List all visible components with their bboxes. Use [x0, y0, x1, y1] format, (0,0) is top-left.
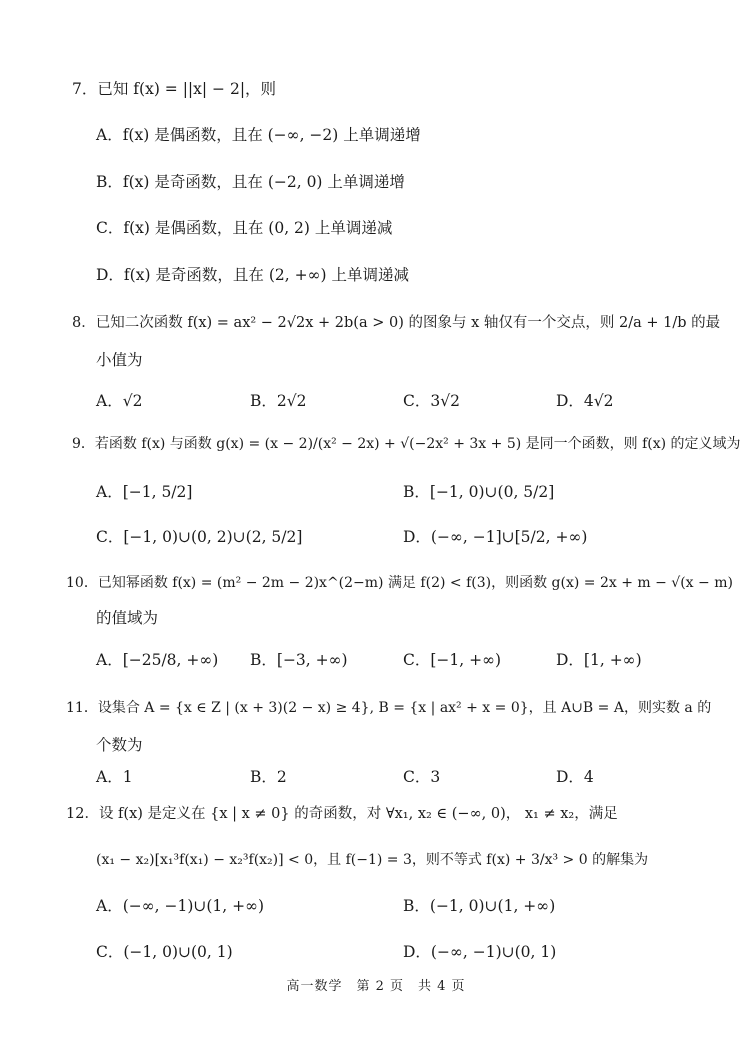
question-9-option-b: B．[−1, 0)∪(0, 5/2]	[403, 483, 555, 501]
question-8-option-d: D．4√2	[556, 392, 614, 410]
question-12-option-d: D．(−∞, −1)∪(0, 1)	[403, 943, 557, 961]
question-7-option-a: A．f(x) 是偶函数，且在 (−∞, −2) 上单调递增	[96, 126, 421, 144]
question-10-option-a: A．[−25/8, +∞)	[96, 651, 219, 669]
question-7-option-d: D．f(x) 是奇函数，且在 (2, +∞) 上单调递减	[96, 266, 409, 284]
page-footer: 高一数学 第 2 页 共 4 页	[286, 979, 466, 994]
question-8-option-b: B．2√2	[250, 392, 307, 410]
question-7-stem: 7．已知 f(x) = ||x| − 2|，则	[72, 80, 277, 98]
question-7-option-c: C．f(x) 是偶函数，且在 (0, 2) 上单调递减	[96, 219, 393, 237]
question-8-option-a: A．√2	[96, 392, 143, 410]
question-8-stem-line1: 8．已知二次函数 f(x) = ax² − 2√2x + 2b(a > 0) 的图象与 x 轴仅有一个交点，则 2/a + 1/b 的最	[72, 315, 721, 331]
question-12-option-c: C．(−1, 0)∪(0, 1)	[96, 943, 233, 961]
question-10-stem-line2: 的值域为	[96, 609, 159, 627]
question-11-stem-line2: 个数为	[96, 736, 143, 754]
question-7-option-b: B．f(x) 是奇函数，且在 (−2, 0) 上单调递增	[96, 173, 405, 191]
question-10-option-d: D．[1, +∞)	[556, 651, 642, 669]
question-12-stem-line1: 12．设 f(x) 是定义在 {x | x ≠ 0} 的奇函数，对 ∀x₁, x₂ ∈ (−∞, 0)， x₁ ≠ x₂，满足	[66, 806, 618, 822]
question-10-option-b: B．[−3, +∞)	[250, 651, 348, 669]
question-10-option-c: C．[−1, +∞)	[403, 651, 502, 669]
question-11-option-a: A．1	[96, 768, 133, 786]
question-9-option-a: A．[−1, 5/2]	[96, 483, 193, 501]
question-8-option-c: C．3√2	[403, 392, 460, 410]
question-8-stem-line2: 小值为	[96, 351, 143, 369]
question-11-option-d: D．4	[556, 768, 594, 786]
question-11-option-c: C．3	[403, 768, 441, 786]
question-11-option-b: B．2	[250, 768, 287, 786]
question-9-option-c: C．[−1, 0)∪(0, 2)∪(2, 5/2]	[96, 528, 303, 546]
question-12-option-b: B．(−1, 0)∪(1, +∞)	[403, 897, 556, 915]
question-12-option-a: A．(−∞, −1)∪(1, +∞)	[96, 897, 265, 915]
question-9-option-d: D．(−∞, −1]∪[5/2, +∞)	[403, 528, 588, 546]
question-11-stem-line1: 11．设集合 A = {x ∈ Z | (x + 3)(2 − x) ≥ 4}, B = {x | ax² + x = 0}，且 A∪B = A，则实数 a 的	[66, 700, 712, 716]
question-12-stem-line2: (x₁ − x₂)[x₁³f(x₁) − x₂³f(x₂)] < 0，且 f(−1) = 3，则不等式 f(x) + 3/x³ > 0 的解集为	[96, 852, 649, 868]
question-9-stem: 9．若函数 f(x) 与函数 g(x) = (x − 2)/(x² − 2x) + √(−2x² + 3x + 5) 是同一个函数，则 f(x) 的定义域为	[72, 436, 741, 452]
question-10-stem-line1: 10．已知幂函数 f(x) = (m² − 2m − 2)x^(2−m) 满足 f(2) < f(3)，则函数 g(x) = 2x + m − √(x − m)	[66, 575, 733, 591]
